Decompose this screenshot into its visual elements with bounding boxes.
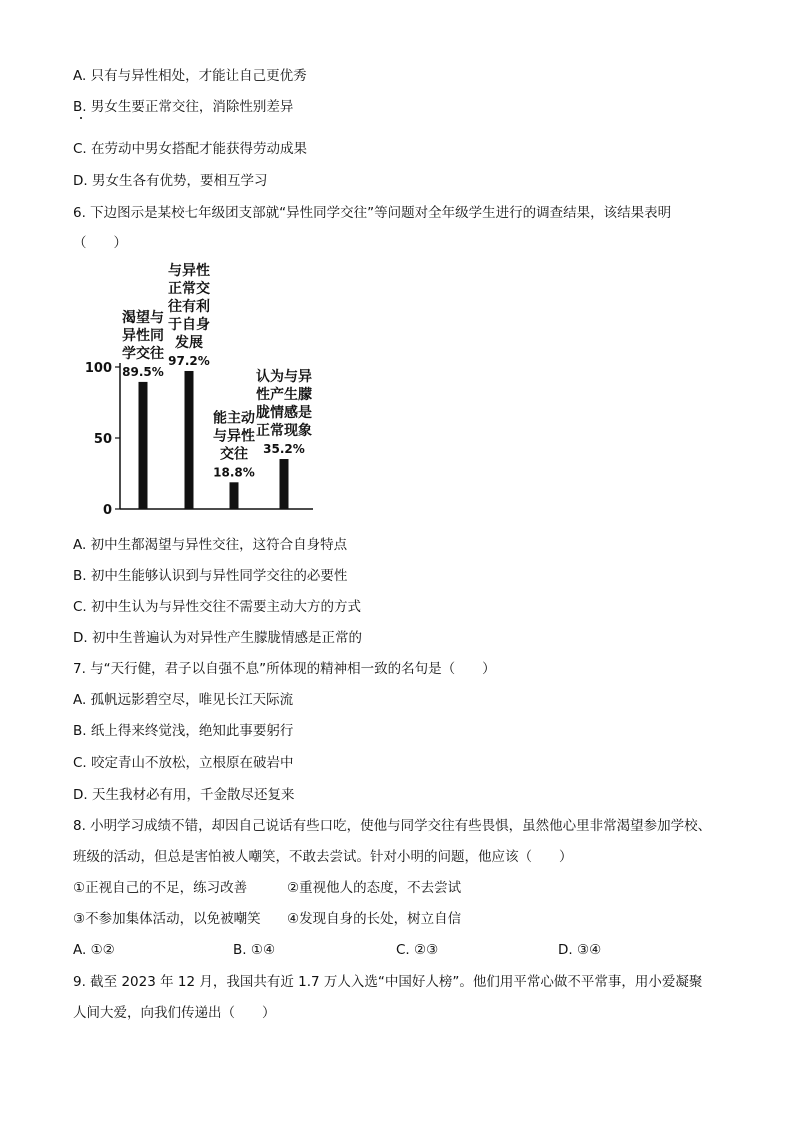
q9-stem-continued: 人间大爱，向我们传递出（ ）: [73, 1005, 276, 1021]
bar-category-label: 交往: [220, 446, 248, 463]
q7-option-a: A. 孤帆远影碧空尽，唯见长江天际流: [73, 692, 294, 708]
q8-stem-continued: 班级的活动，但总是害怕被人嘲笑，不敢去尝试。针对小明的问题，他应该（ ）: [73, 849, 573, 865]
bar-category-label: 于自身: [168, 316, 210, 333]
y-tick-label: 50: [93, 432, 112, 447]
bar-category-label: 学交往: [122, 345, 164, 362]
q5-option-d: D. 男女生各有优势，要相互学习: [73, 173, 268, 189]
bar-value-label: 89.5%: [122, 364, 164, 379]
bar-category-label: 往有利: [168, 298, 210, 315]
q7-option-c: C. 咬定青山不放松，立根原在破岩中: [73, 755, 294, 771]
q5-option-c: C. 在劳动中男女搭配才能获得劳动成果: [73, 141, 308, 157]
bar: [139, 382, 148, 509]
bar-category-label: 能主动: [213, 410, 255, 427]
q8-choice-d: D. ③④: [558, 942, 602, 958]
q7-option-b: B. 纸上得来终觉浅，绝知此事要躬行: [73, 723, 294, 739]
chart-labels: [122, 262, 312, 479]
q5-option-b: B. 男女生要正常交往，消除性别差异: [73, 99, 294, 115]
q5-option-a: A. 只有与异性相处，才能让自己更优秀: [73, 68, 307, 84]
bar-value-label: 97.2%: [168, 353, 210, 368]
q6-stem-answer-bracket: （ ）: [73, 235, 127, 251]
bar-category-label: 正常交: [168, 280, 210, 297]
bar-category-label: 认为与异: [256, 369, 312, 386]
q6-option-d: D. 初中生普遍认为对异性产生朦胧情感是正常的: [73, 630, 362, 646]
q8-item-2: ②重视他人的态度，不去尝试: [287, 880, 462, 896]
q6-option-b: B. 初中生能够认识到与异性同学交往的必要性: [73, 568, 348, 584]
q8-choice-c: C. ②③: [396, 942, 439, 958]
bar-category-label: 胧情感是: [256, 405, 312, 422]
bar-category-label: 异性同: [122, 327, 164, 344]
q6-option-a: A. 初中生都渴望与异性交往，这符合自身特点: [73, 537, 348, 553]
bar: [185, 371, 194, 509]
survey-bar-chart: [70, 258, 350, 520]
bar: [230, 482, 239, 509]
q8-item-3: ③不参加集体活动，以免被嘲笑: [73, 911, 261, 927]
bar-value-label: 18.8%: [213, 465, 255, 480]
y-tick-label: 0: [102, 503, 112, 518]
bar-category-label: 渴望与: [122, 309, 164, 326]
q6-stem: 6. 下边图示是某校七年级团支部就“异性同学交往”等问题对全年级学生进行的调查结果，该结果表明: [73, 205, 672, 221]
bar-category-label: 发展: [175, 334, 203, 351]
q8-stem: 8. 小明学习成绩不错，却因自己说话有些口吃，使他与同学交往有些畏惧，虽然他心里非常渴望参加学校、: [73, 818, 712, 834]
q8-choice-b: B. ①④: [233, 942, 276, 958]
bar: [280, 459, 289, 509]
q8-choice-a: A. ①②: [73, 942, 115, 958]
q9-stem: 9. 截至 2023 年 12 月，我国共有近 1.7 万人入选“中国好人榜”。他们用平常心做不平常事，用小爱凝聚: [73, 974, 703, 990]
y-tick-label: 100: [84, 361, 112, 376]
bar-category-label: 性产生朦: [256, 387, 312, 404]
stray-dot: [80, 117, 82, 119]
q8-item-1: ①正视自己的不足，练习改善: [73, 880, 248, 896]
bar-category-label: 与异性: [213, 428, 255, 445]
bar-value-label: 35.2%: [263, 442, 305, 457]
bar-category-label: 与异性: [168, 262, 210, 279]
q7-option-d: D. 天生我材必有用，千金散尽还复来: [73, 787, 295, 803]
q6-option-c: C. 初中生认为与异性交往不需要主动大方的方式: [73, 599, 362, 615]
bar-category-label: 正常现象: [256, 423, 312, 440]
q7-stem: 7. 与“天行健，君子以自强不息”所体现的精神相一致的名句是（ ）: [73, 661, 496, 677]
q8-item-4: ④发现自身的长处，树立自信: [287, 911, 462, 927]
